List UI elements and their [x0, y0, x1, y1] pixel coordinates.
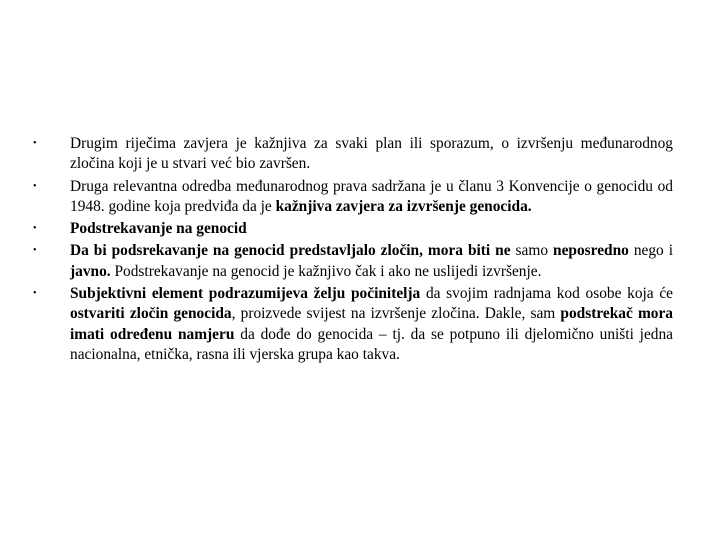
- bullet-item: [33, 219, 673, 239]
- body-text: Drugim riječima zavjera je kažnjiva za svaki plan ili sporazum, o izvršenju međunarodnog zločina koji je u stvari već bio završen.: [70, 135, 673, 173]
- body-text: , proizvede svijest na izvršenje zločina. Dakle, sam: [231, 305, 561, 323]
- body-text: nego i: [628, 242, 674, 260]
- body-text: da svojim radnjama kod osobe koja će: [420, 285, 673, 303]
- bullet-dot-icon: •: [33, 180, 37, 192]
- bold-text: ostvariti zločin genocida: [70, 305, 232, 323]
- body-text: Podstrekavanje na genocid je kažnjivo čak i ako ne uslijedi izvršenje.: [110, 262, 542, 280]
- bold-text: kažnjiva zavjera za izvršenje genocida.: [275, 197, 532, 215]
- bullet-item: [33, 177, 673, 218]
- body-text: Druga relevantna odredba međunarodnog prava sadržana je u članu 3 Konvencije o genocidu od 1948. godine koja predviđa da je: [70, 177, 673, 215]
- bold-text: javno.: [70, 262, 111, 280]
- bullet-item: [33, 134, 673, 175]
- bold-text: Subjektivni element podrazumijeva želju počinitelja: [70, 285, 421, 303]
- bullet-item: [33, 241, 673, 282]
- bold-text: Podstrekavanje na genocid: [70, 220, 247, 238]
- bullet-dot-icon: •: [33, 288, 37, 300]
- bullet-dot-icon: •: [33, 223, 37, 235]
- bold-text: neposredno: [553, 242, 629, 260]
- bold-text: podstrekač mora imati određenu namjeru: [70, 305, 673, 343]
- bullet-list: [33, 134, 673, 367]
- bullet-item: [33, 284, 673, 365]
- bold-text: Da bi podsrekavanje na genocid predstavljalo zločin, mora biti ne: [70, 242, 511, 260]
- body-text: da dođe do genocida – tj. da se potpuno ili djelomično uništi jedna nacionalna, etnička, rasna ili vjerska grupa kao takva.: [70, 325, 673, 363]
- bullet-dot-icon: •: [33, 245, 37, 257]
- bullet-dot-icon: •: [33, 138, 37, 149]
- body-text: samo: [510, 242, 554, 260]
